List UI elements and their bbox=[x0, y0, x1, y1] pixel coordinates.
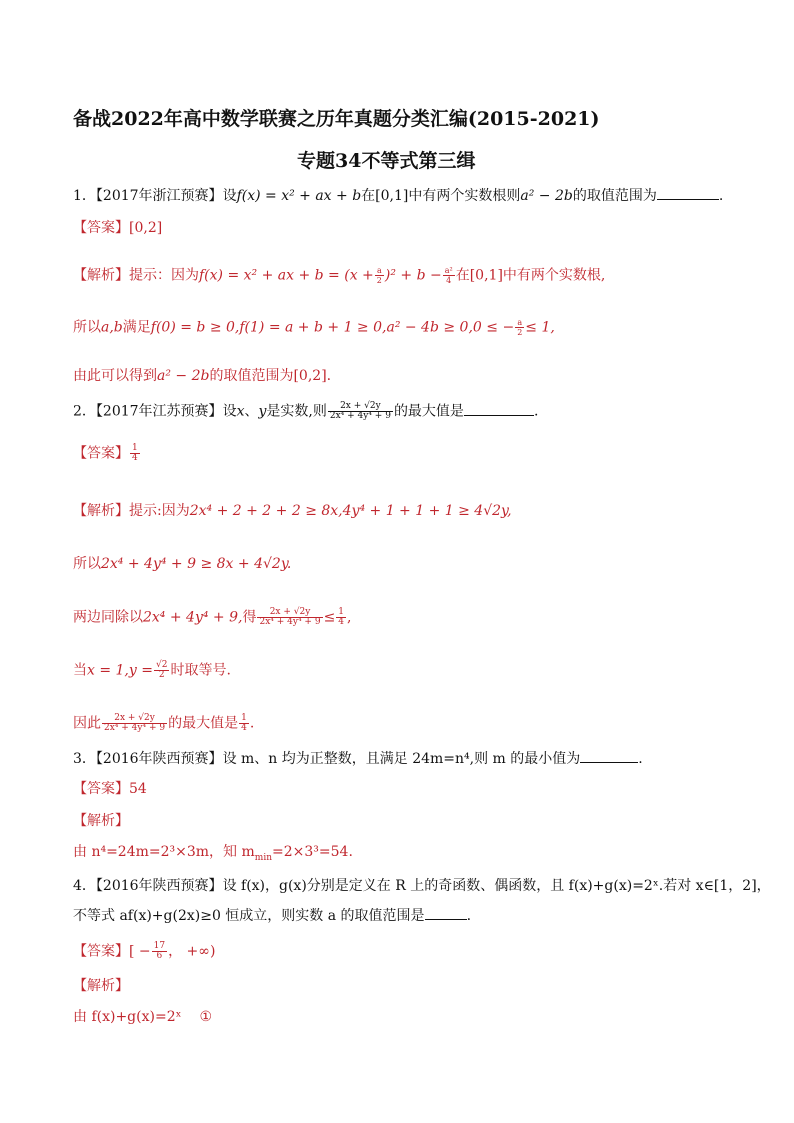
problem-2-stem bbox=[73, 402, 538, 421]
analysis-math: x = 1,y = bbox=[87, 662, 153, 679]
fraction: $\frac{1}{4}$ bbox=[241, 713, 247, 733]
problem-4-analysis-label bbox=[73, 977, 129, 995]
problem-3-stem bbox=[73, 750, 643, 768]
problem-2-analysis-5 bbox=[73, 714, 254, 733]
answer-value: [0,2] bbox=[129, 220, 163, 236]
answer-blank bbox=[580, 750, 638, 763]
page-title: 备战2022年高中数学联赛之历年真题分类汇编(2015-2021) bbox=[73, 108, 600, 130]
stem-text: 的最大值是 bbox=[393, 403, 464, 420]
analysis-label: 【解析】 bbox=[73, 813, 129, 829]
analysis-math: a,b bbox=[101, 319, 123, 336]
analysis-text: 当 bbox=[73, 662, 87, 679]
problem-number: 1． bbox=[73, 188, 96, 204]
answer-blank bbox=[657, 187, 719, 200]
stem-text: . bbox=[718, 188, 724, 204]
problem-1-analysis-1 bbox=[73, 266, 605, 285]
fraction: $\frac{a}{2}$ bbox=[376, 266, 382, 285]
problem-source: 【2017年浙江预赛】 bbox=[95, 188, 223, 204]
equation-marker: ① bbox=[199, 1009, 213, 1025]
problem-2-analysis-4 bbox=[73, 661, 231, 680]
analysis-math: ≤ bbox=[323, 609, 336, 626]
stem-math: f(x) = x² + ax + b bbox=[236, 188, 362, 204]
stem-text: . bbox=[466, 908, 472, 924]
analysis-label: 【解析】 bbox=[73, 503, 129, 519]
problem-4-stem-2 bbox=[73, 907, 471, 925]
problem-4-analysis-1 bbox=[73, 1008, 212, 1026]
fraction: $\frac{\text{a²}}{4}$ bbox=[444, 266, 453, 285]
stem-text: 的取值范围为 bbox=[572, 188, 657, 204]
analysis-text: 提示:因为 bbox=[129, 503, 190, 519]
problem-number: 4． bbox=[73, 878, 96, 894]
analysis-math: a² − 2b bbox=[157, 368, 210, 384]
problem-source: 【2016年陕西预赛】 bbox=[95, 878, 223, 894]
problem-number: 3． bbox=[73, 751, 96, 767]
analysis-text: 由 n⁴=24m=2³×3m，知 m bbox=[73, 844, 255, 860]
analysis-math: 2x⁴ + 2 + 2 + 2 ≥ 8x,4y⁴ + 1 + 1 + 1 ≥ 4√2y, bbox=[189, 503, 512, 519]
problem-4-stem-1 bbox=[73, 877, 771, 895]
problem-3-answer bbox=[73, 780, 147, 798]
analysis-text: , bbox=[347, 609, 352, 626]
analysis-text: 提示：因为 bbox=[129, 267, 199, 284]
fraction: $\frac{1}{4}$ bbox=[338, 607, 345, 627]
stem-text: 是实数,则 bbox=[266, 403, 327, 420]
analysis-text: 所以 bbox=[73, 319, 101, 336]
analysis-math: f(0) = b ≥ 0,f(1) = a + b + 1 ≥ 0,a² − 4b ≥ 0,0 ≤ − bbox=[150, 319, 515, 336]
analysis-text: 因此 bbox=[73, 715, 101, 732]
analysis-subscript: min bbox=[254, 852, 273, 863]
stem-math: a² − 2b bbox=[520, 188, 573, 204]
page-subtitle: 专题34不等式第三缉 bbox=[297, 150, 476, 172]
analysis-text: 所以 bbox=[73, 556, 101, 572]
stem-text: 在[0,1]中有两个实数根则 bbox=[361, 188, 521, 204]
problem-1-answer bbox=[73, 219, 162, 237]
answer-value: 54 bbox=[129, 781, 147, 797]
stem-math: y bbox=[258, 403, 267, 420]
analysis-text: 时取等号. bbox=[170, 662, 231, 679]
problem-1-analysis-3 bbox=[73, 367, 331, 385]
analysis-math: 2x⁴ + 4y⁴ + 9 ≥ 8x + 4√2y. bbox=[101, 556, 292, 572]
fraction: $\frac{2x + √2y}{\text{2x⁴ + 4y⁴ + 9}}$ bbox=[259, 607, 321, 627]
answer-value: [ − bbox=[129, 943, 151, 960]
fraction: $\frac{1}{4}$ bbox=[132, 443, 138, 463]
problem-source: 【2017年江苏预赛】 bbox=[95, 403, 223, 420]
stem-text: . bbox=[533, 403, 539, 420]
answer-label: 【答案】 bbox=[73, 220, 129, 236]
fraction: $\frac{a}{2}$ bbox=[517, 318, 523, 337]
analysis-text: . bbox=[249, 715, 255, 732]
answer-blank bbox=[464, 403, 534, 416]
problem-number: 2． bbox=[73, 403, 96, 420]
analysis-label: 【解析】 bbox=[73, 267, 129, 284]
analysis-text: 的最大值是 bbox=[168, 715, 239, 732]
problem-2-answer bbox=[73, 444, 141, 463]
problem-3-analysis-1 bbox=[73, 843, 353, 867]
analysis-text: 两边同除以 bbox=[73, 609, 143, 626]
answer-value: ， +∞) bbox=[168, 943, 216, 960]
problem-3-analysis-label bbox=[73, 812, 129, 830]
answer-label: 【答案】 bbox=[73, 445, 129, 462]
analysis-text: 满足 bbox=[122, 319, 151, 336]
stem-text: 设 bbox=[222, 188, 237, 204]
problem-1-analysis-2 bbox=[73, 318, 555, 337]
problem-2-analysis-1 bbox=[73, 502, 512, 520]
stem-text: 设 m、n 均为正整数，且满足 24m=n⁴,则 m 的最小值为 bbox=[222, 751, 581, 767]
stem-text: 、 bbox=[244, 403, 259, 420]
fraction: $\frac{2x + √2y}{\text{2x⁴ + 4y⁴ + 9}}$ bbox=[329, 401, 391, 421]
problem-source: 【2016年陕西预赛】 bbox=[95, 751, 223, 767]
stem-text: 不等式 af(x)+g(2x)≥0 恒成立，则实数 a 的取值范围是 bbox=[73, 908, 425, 924]
analysis-math: 2x⁴ + 4y⁴ + 9, bbox=[143, 609, 243, 626]
analysis-math: )² + b − bbox=[384, 267, 442, 284]
analysis-text: 由此可以得到 bbox=[73, 368, 157, 384]
answer-blank bbox=[425, 907, 467, 920]
stem-text: 设 f(x)，g(x)分别是定义在 R 上的奇函数、偶函数，且 f(x)+g(x)=2ˣ.若对 x∈[1，2]， bbox=[222, 878, 771, 894]
stem-text: 设 bbox=[222, 403, 237, 420]
stem-math: x bbox=[236, 403, 245, 420]
fraction: $\frac{17}{6}$ bbox=[153, 941, 166, 961]
problem-1-stem bbox=[73, 187, 723, 205]
problem-4-answer bbox=[73, 942, 215, 961]
answer-label: 【答案】 bbox=[73, 781, 129, 797]
analysis-text: 的取值范围为[0,2]. bbox=[209, 368, 332, 384]
analysis-text: 得 bbox=[242, 609, 257, 626]
analysis-text: =2×3³=54. bbox=[272, 844, 353, 860]
answer-label: 【答案】 bbox=[73, 943, 129, 960]
stem-text: . bbox=[638, 751, 643, 767]
fraction: $\frac{2x + √2y}{\text{2x⁴ + 4y⁴ + 9}}$ bbox=[104, 713, 166, 733]
analysis-math: ≤ 1, bbox=[525, 319, 555, 336]
analysis-text: 由 f(x)+g(x)=2ˣ bbox=[73, 1009, 182, 1025]
analysis-label: 【解析】 bbox=[73, 978, 129, 994]
fraction: $\frac{√2}{2}$ bbox=[155, 660, 168, 680]
analysis-math: f(x) = x² + ax + b = (x + bbox=[199, 267, 374, 284]
problem-2-analysis-2 bbox=[73, 555, 291, 573]
problem-2-analysis-3 bbox=[73, 608, 351, 627]
analysis-text: 在[0,1]中有两个实数根, bbox=[455, 267, 606, 284]
